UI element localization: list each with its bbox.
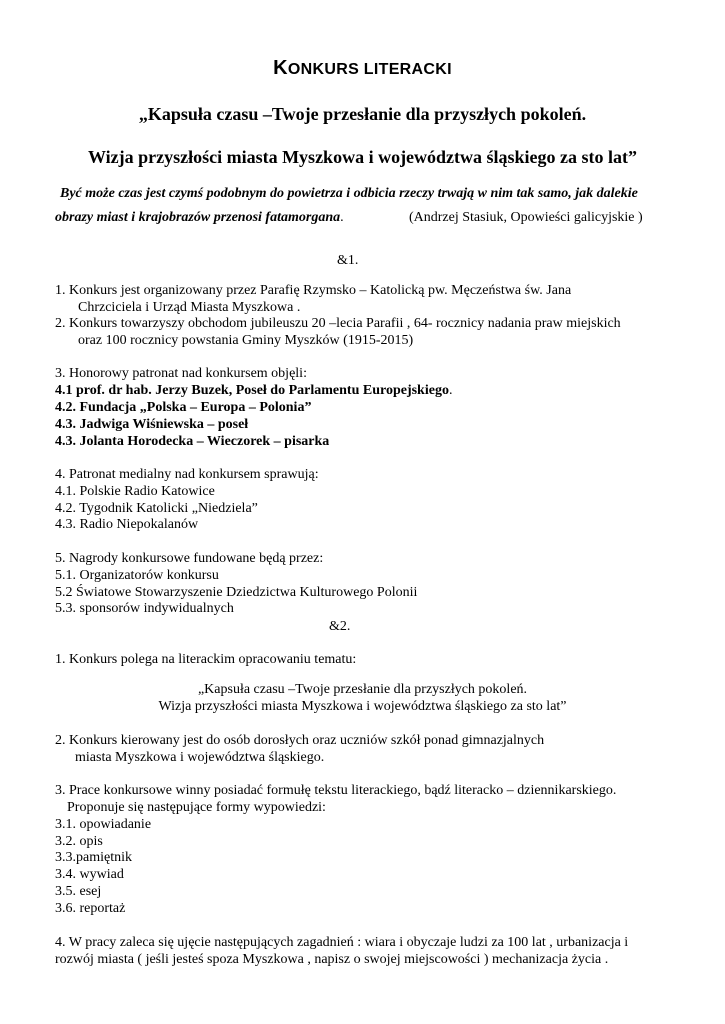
s2-p1: 1. Konkurs polega na literackim opracowaniu tematu: <box>55 652 357 667</box>
document-title <box>0 57 725 79</box>
quote-source: (Andrzej Stasiuk, Opowieści galicyjskie ) <box>409 210 643 225</box>
s1-p3-item3: 4.3. Jadwiga Wiśniewska – poseł <box>55 417 249 432</box>
form-item: 3.1. opowiadanie <box>55 817 152 832</box>
form-item: 3.6. reportaż <box>55 901 126 916</box>
subtitle-line1: „Kapsuła czasu –Twoje przesłanie dla przyszłych pokoleń. <box>138 104 587 124</box>
s1-p4-heading: 4. Patronat medialny nad konkursem sprawują: <box>55 467 319 482</box>
subtitle-line2: Wizja przyszłości miasta Myszkowa i województwa śląskiego za sto lat” <box>87 147 638 167</box>
form-item: 3.3.pamiętnik <box>55 850 132 865</box>
s2-p3-line2: Proponuje się następujące formy wypowiedzi: <box>67 800 326 815</box>
s2-topic-line1: „Kapsuła czasu –Twoje przesłanie dla przyszłych pokoleń. <box>197 682 528 697</box>
s1-p5-item1: 5.1. Organizatorów konkursu <box>55 568 219 583</box>
quote-line2-end: . <box>340 210 344 225</box>
quote-line2 <box>55 209 344 226</box>
section1-mark: &1. <box>337 253 359 268</box>
s2-topic-line2: Wizja przyszłości miasta Myszkowa i województwa śląskiego za sto lat” <box>158 699 567 714</box>
s1-p2-line2: oraz 100 rocznicy powstania Gminy Myszków (1915-2015) <box>78 333 414 348</box>
s1-p5-item3: 5.3. sponsorów indywidualnych <box>55 601 234 616</box>
s1-p5-heading: 5. Nagrody konkursowe fundowane będą przez: <box>55 551 324 566</box>
quote-line1: Być może czas jest czymś podobnym do powietrza i odbicia rzeczy trwają w nim tak samo, jak dalekie <box>60 186 638 201</box>
s1-p4-item1: 4.1. Polskie Radio Katowice <box>55 484 215 499</box>
s2-p4-line2: rozwój miasta ( jeśli jesteś spoza Myszkowa , napisz o swojej miejscowości ) mechanizacja życia . <box>55 952 609 967</box>
s1-p2-line1: 2. Konkurs towarzyszy obchodom jubileuszu 20 –lecia Parafii , 64- rocznicy nadania praw miejskich <box>55 316 621 331</box>
s1-p4-item2: 4.2. Tygodnik Katolicki „Niedziela” <box>55 501 258 516</box>
s1-p3-heading: 3. Honorowy patronat nad konkursem objęli: <box>55 366 307 381</box>
s2-p4-line1: 4. W pracy zaleca się ujęcie następujących zagadnień : wiara i obyczaje ludzi za 100 lat , urbanizacja i <box>55 935 629 950</box>
s1-p1-line2: Chrzciciela i Urząd Miasta Myszkowa . <box>78 300 301 315</box>
s1-p3-item1-end: . <box>448 383 453 398</box>
form-item: 3.2. opis <box>55 834 103 849</box>
s1-p5-item2: 5.2 Światowe Stowarzyszenie Dziedzictwa Kulturowego Polonii <box>55 585 418 600</box>
s1-p3-item4: 4.3. Jolanta Horodecka – Wieczorek – pisarka <box>55 434 330 449</box>
title-word1: ONKURS <box>287 61 364 78</box>
s1-p3-item1 <box>55 382 452 399</box>
s2-p2-line1: 2. Konkurs kierowany jest do osób dorosłych oraz uczniów szkół ponad gimnazjalnych <box>55 733 545 748</box>
s2-p3-line1: 3. Prace konkursowe winny posiadać formułę tekstu literackiego, bądź literacko – dziennikarskiego. <box>55 783 617 798</box>
title-word2: LITERACKI <box>363 61 452 78</box>
s1-p3-item1-text: 4.1 prof. dr hab. Jerzy Buzek, Poseł do Parlamentu Europejskiego <box>55 383 449 398</box>
s1-p3-item2: 4.2. Fundacja „Polska – Europa – Polonia” <box>55 400 312 415</box>
s1-p4-item3: 4.3. Radio Niepokalanów <box>55 517 199 532</box>
s2-p2-line2: miasta Myszkowa i województwa śląskiego. <box>75 750 325 765</box>
form-item: 3.4. wywiad <box>55 867 124 882</box>
form-item: 3.5. esej <box>55 884 102 899</box>
section2-mark: &2. <box>329 619 351 634</box>
title-initial: K <box>273 57 288 79</box>
quote-line2-text: obrazy miast i krajobrazów przenosi fatamorgana <box>55 210 341 225</box>
s1-p1-line1: 1. Konkurs jest organizowany przez Parafię Rzymsko – Katolicką pw. Męczeństwa św. Jana <box>55 283 572 298</box>
